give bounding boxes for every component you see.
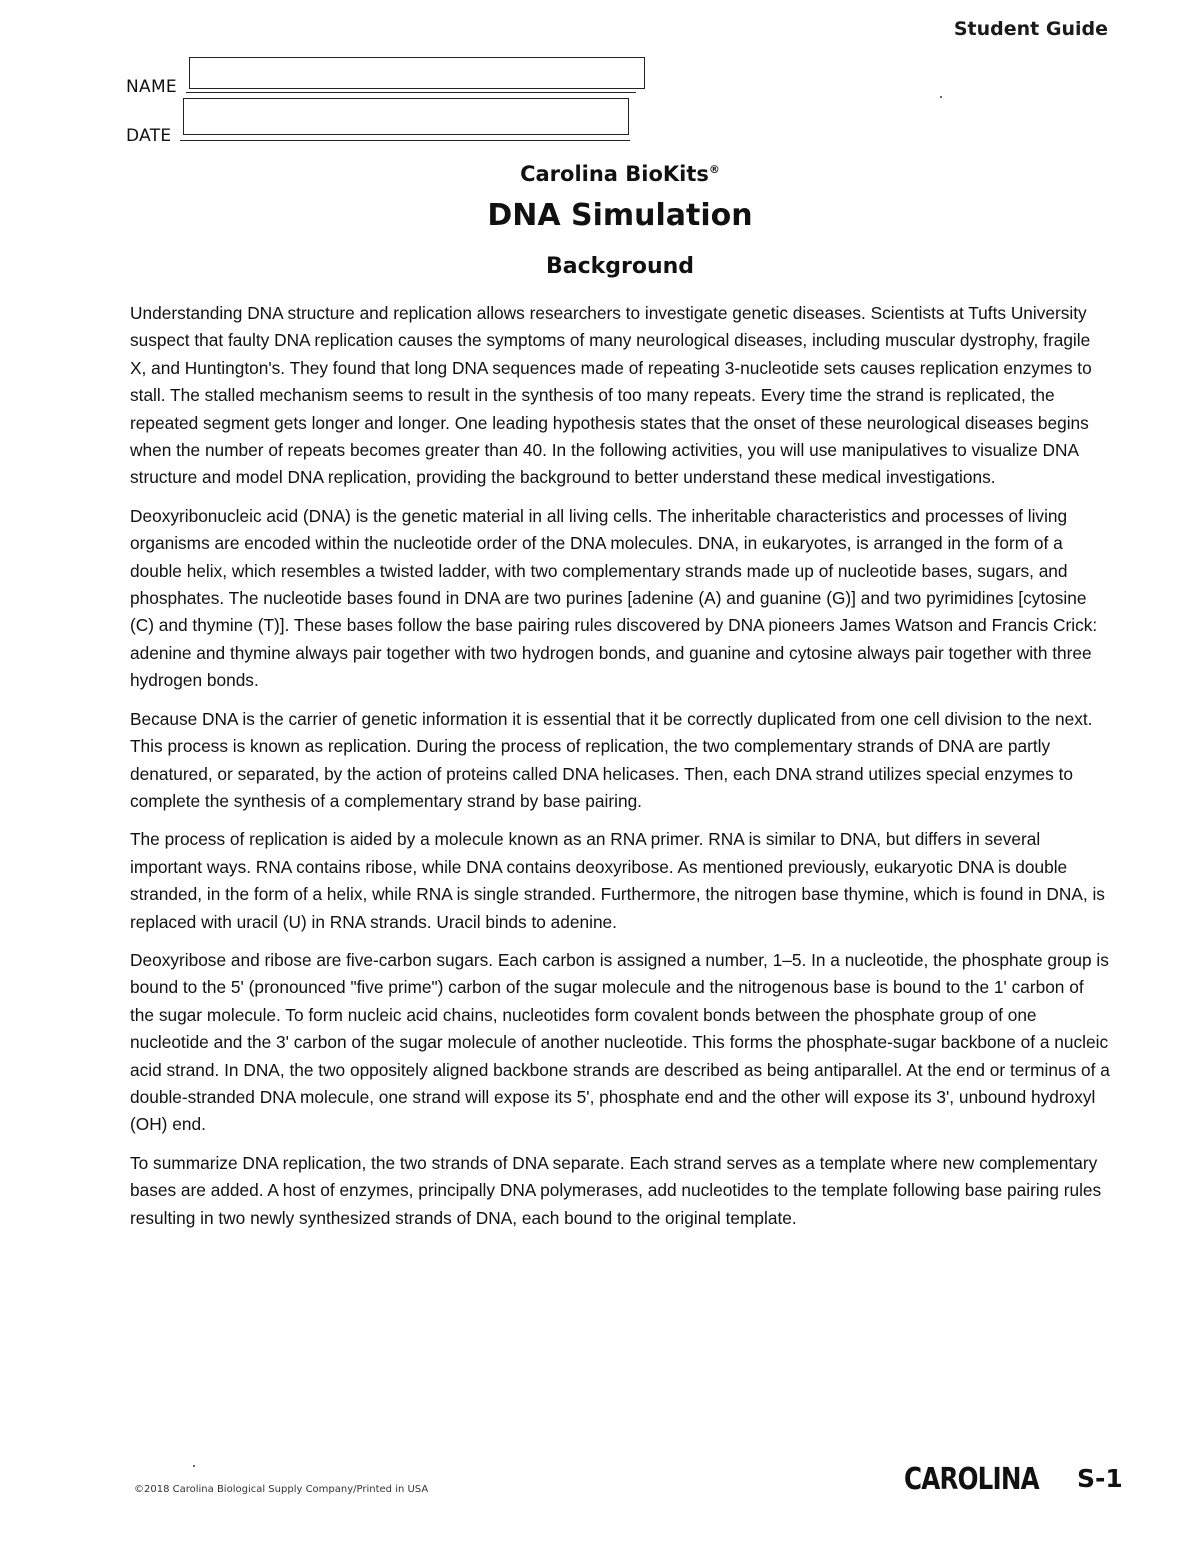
page-number: S-1 bbox=[1077, 1464, 1123, 1493]
paragraph: Deoxyribonucleic acid (DNA) is the genetic material in all living cells. The inheritable characteristics and processes of living organisms are encoded within the nucleotide order of the DNA molecules. DNA, in eukaryotes, is arranged in the form of a double helix, which resembles a twisted ladder, with two complementary strands made up of nucleotide bases, sugars, and phosphates. The nucleotide bases found in DNA are two purines [adenine (A) and guanine (G)] and two pyrimidines [cytosine (C) and thymine (T)]. These bases follow the base pairing rules discovered by DNA pioneers James Watson and Francis Crick: adenine and thymine always pair together with two hydrogen bonds, and guanine and cytosine always pair together with three hydrogen bonds. bbox=[130, 505, 1098, 691]
brand-heading bbox=[0, 162, 1200, 186]
name-label: NAME bbox=[126, 77, 177, 97]
date-underline bbox=[180, 140, 630, 141]
date-input[interactable] bbox=[183, 98, 629, 135]
brand-name: Carolina BioKits bbox=[520, 162, 709, 186]
section-heading: Background bbox=[545, 254, 695, 279]
scan-speck bbox=[940, 96, 942, 98]
document-header-label: Student Guide bbox=[953, 18, 1108, 40]
copyright-notice: ©2018 Carolina Biological Supply Company/Printed in USA bbox=[134, 1484, 429, 1495]
date-label: DATE bbox=[126, 126, 172, 146]
page-title: DNA Simulation bbox=[487, 198, 753, 233]
brand-registered-mark: ® bbox=[708, 163, 720, 176]
name-underline bbox=[186, 92, 636, 93]
paragraph: The process of replication is aided by a molecule known as an RNA primer. RNA is similar to DNA, but differs in several important ways. RNA contains ribose, while DNA contains deoxyribose. As mentioned previously, eukaryotic DNA is double stranded, in the form of a helix, while RNA is single stranded. Furthermore, the nitrogen base thymine, which is found in DNA, is replaced with uracil (U) in RNA strands. Uracil binds to adenine. bbox=[130, 829, 1105, 932]
paragraph: Because DNA is the carrier of genetic information it is essential that it be correctly duplicated from one cell division to the next. This process is known as replication. During the process of replication, the two complementary strands of DNA are partly denatured, or separated, by the action of proteins called DNA helicases. Then, each DNA strand utilizes special enzymes to complete the synthesis of a complementary strand by base pairing. bbox=[130, 708, 1093, 811]
paragraph: Understanding DNA structure and replication allows researchers to investigate genetic diseases. Scientists at Tufts University suspect that faulty DNA replication causes the symptoms of many neurological diseases, including muscular dystrophy, fragile X, and Huntington's. They found that long DNA sequences made of repeating 3-nucleotide sets causes replication enzymes to stall. The stalled mechanism seems to result in the synthesis of too many repeats. Every time the strand is replicated, the repeated segment gets longer and longer. One leading hypothesis states that the onset of these neurological diseases begins when the number of repeats becomes greater than 40. In the following activities, you will use manipulatives to visualize DNA structure and model DNA replication, providing the background to better understand these medical investigations. bbox=[130, 303, 1092, 488]
name-input[interactable] bbox=[189, 57, 645, 89]
paragraph: To summarize DNA replication, the two strands of DNA separate. Each strand serves as a template where new complementary bases are added. A host of enzymes, principally DNA polymerases, add nucleotides to the template following base pairing rules resulting in two newly synthesized strands of DNA, each bound to the original template. bbox=[130, 1152, 1102, 1228]
paragraph: Deoxyribose and ribose are five-carbon sugars. Each carbon is assigned a number, 1–5. In a nucleotide, the phosphate group is bound to the 5' (pronounced "five prime") carbon of the sugar molecule and the nitrogenous base is bound to the 1' carbon of the sugar molecule. To form nucleic acid chains, nucleotides form covalent bonds between the phosphate group of one nucleotide and the 3' carbon of the sugar molecule of another nucleotide. This forms the phosphate-sugar backbone of a nucleic acid strand. In DNA, the two oppositely aligned backbone strands are described as being antiparallel. At the end or terminus of a double-stranded DNA molecule, one strand will expose its 5', phosphate end and the other will expose its 3', unbound hydroxyl (OH) end. bbox=[130, 949, 1110, 1135]
body-text bbox=[130, 300, 1110, 1243]
carolina-logo: CAROLINA bbox=[904, 1462, 1039, 1497]
scan-speck bbox=[193, 1465, 195, 1467]
